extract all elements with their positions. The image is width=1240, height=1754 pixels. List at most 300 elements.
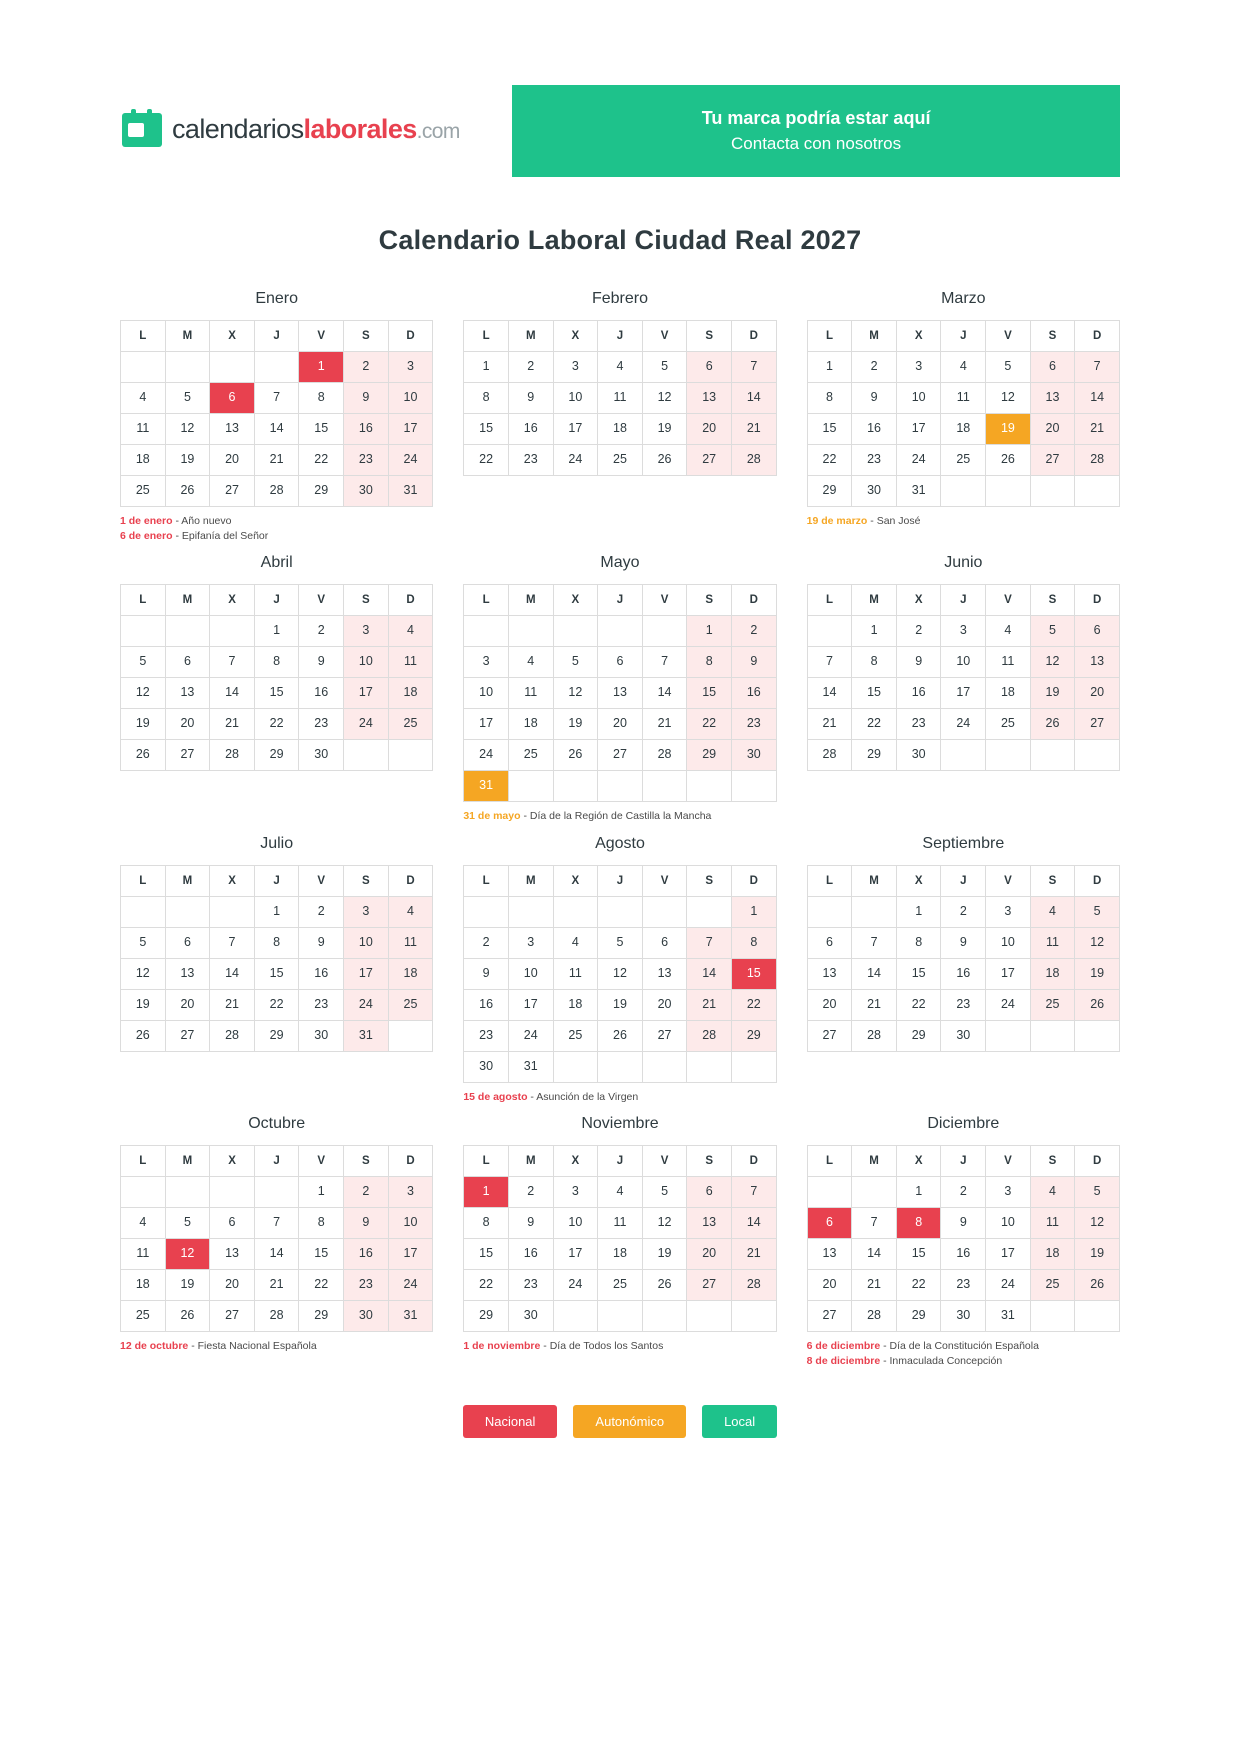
day-cell[interactable]: [210, 1207, 255, 1238]
day-cell[interactable]: [464, 678, 509, 709]
day-cell[interactable]: [986, 927, 1031, 958]
day-cell[interactable]: [553, 740, 598, 771]
day-cell[interactable]: [807, 414, 852, 445]
day-cell[interactable]: [121, 1269, 166, 1300]
day-cell[interactable]: [731, 678, 776, 709]
day-cell[interactable]: [731, 927, 776, 958]
day-cell[interactable]: [165, 740, 210, 771]
day-cell[interactable]: [687, 958, 732, 989]
day-cell[interactable]: [731, 709, 776, 740]
day-cell[interactable]: [508, 1269, 553, 1300]
day-cell[interactable]: [731, 616, 776, 647]
day-cell[interactable]: [388, 896, 433, 927]
day-cell[interactable]: [896, 1300, 941, 1331]
day-cell[interactable]: [299, 1176, 344, 1207]
day-cell[interactable]: [986, 383, 1031, 414]
day-cell[interactable]: [299, 958, 344, 989]
day-cell[interactable]: [388, 1207, 433, 1238]
day-cell[interactable]: [807, 445, 852, 476]
day-cell[interactable]: [464, 383, 509, 414]
day-cell[interactable]: [986, 647, 1031, 678]
day-cell[interactable]: [896, 896, 941, 927]
day-cell[interactable]: [687, 740, 732, 771]
day-cell[interactable]: [508, 445, 553, 476]
day-cell[interactable]: [344, 1269, 389, 1300]
day-cell[interactable]: [464, 1238, 509, 1269]
day-cell[interactable]: [508, 678, 553, 709]
day-cell[interactable]: [121, 1300, 166, 1331]
day-cell[interactable]: [1075, 927, 1120, 958]
day-cell[interactable]: [165, 647, 210, 678]
holiday-cell[interactable]: [165, 1238, 210, 1269]
day-cell[interactable]: [642, 647, 687, 678]
day-cell[interactable]: [508, 647, 553, 678]
day-cell[interactable]: [121, 958, 166, 989]
day-cell[interactable]: [941, 1300, 986, 1331]
day-cell[interactable]: [941, 989, 986, 1020]
day-cell[interactable]: [687, 383, 732, 414]
day-cell[interactable]: [121, 927, 166, 958]
day-cell[interactable]: [687, 352, 732, 383]
day-cell[interactable]: [986, 958, 1031, 989]
day-cell[interactable]: [464, 1207, 509, 1238]
day-cell[interactable]: [1030, 445, 1075, 476]
day-cell[interactable]: [731, 1269, 776, 1300]
day-cell[interactable]: [508, 1051, 553, 1082]
day-cell[interactable]: [553, 647, 598, 678]
day-cell[interactable]: [388, 1238, 433, 1269]
day-cell[interactable]: [896, 1238, 941, 1269]
day-cell[interactable]: [344, 927, 389, 958]
holiday-cell[interactable]: [464, 771, 509, 802]
day-cell[interactable]: [254, 1269, 299, 1300]
day-cell[interactable]: [299, 383, 344, 414]
day-cell[interactable]: [210, 1238, 255, 1269]
day-cell[interactable]: [1075, 1238, 1120, 1269]
day-cell[interactable]: [254, 896, 299, 927]
day-cell[interactable]: [598, 989, 643, 1020]
day-cell[interactable]: [299, 927, 344, 958]
day-cell[interactable]: [1075, 352, 1120, 383]
day-cell[interactable]: [121, 383, 166, 414]
day-cell[interactable]: [986, 1207, 1031, 1238]
day-cell[interactable]: [464, 958, 509, 989]
day-cell[interactable]: [986, 1176, 1031, 1207]
day-cell[interactable]: [1030, 1207, 1075, 1238]
day-cell[interactable]: [121, 989, 166, 1020]
day-cell[interactable]: [598, 647, 643, 678]
legend-item-local[interactable]: Local: [702, 1405, 777, 1438]
day-cell[interactable]: [986, 1300, 1031, 1331]
day-cell[interactable]: [807, 678, 852, 709]
day-cell[interactable]: [344, 1020, 389, 1051]
day-cell[interactable]: [731, 647, 776, 678]
day-cell[interactable]: [553, 1207, 598, 1238]
day-cell[interactable]: [852, 678, 897, 709]
day-cell[interactable]: [1030, 958, 1075, 989]
day-cell[interactable]: [254, 678, 299, 709]
day-cell[interactable]: [642, 709, 687, 740]
day-cell[interactable]: [986, 678, 1031, 709]
day-cell[interactable]: [344, 1207, 389, 1238]
day-cell[interactable]: [598, 1207, 643, 1238]
day-cell[interactable]: [986, 1238, 1031, 1269]
day-cell[interactable]: [687, 1020, 732, 1051]
day-cell[interactable]: [852, 927, 897, 958]
day-cell[interactable]: [299, 1269, 344, 1300]
day-cell[interactable]: [687, 1238, 732, 1269]
day-cell[interactable]: [807, 1020, 852, 1051]
day-cell[interactable]: [165, 958, 210, 989]
day-cell[interactable]: [165, 445, 210, 476]
day-cell[interactable]: [1075, 709, 1120, 740]
day-cell[interactable]: [553, 414, 598, 445]
day-cell[interactable]: [254, 616, 299, 647]
day-cell[interactable]: [299, 709, 344, 740]
day-cell[interactable]: [687, 1207, 732, 1238]
day-cell[interactable]: [299, 740, 344, 771]
day-cell[interactable]: [210, 414, 255, 445]
day-cell[interactable]: [165, 709, 210, 740]
day-cell[interactable]: [642, 383, 687, 414]
day-cell[interactable]: [941, 927, 986, 958]
day-cell[interactable]: [852, 647, 897, 678]
day-cell[interactable]: [852, 958, 897, 989]
day-cell[interactable]: [254, 740, 299, 771]
day-cell[interactable]: [941, 1176, 986, 1207]
day-cell[interactable]: [299, 1300, 344, 1331]
day-cell[interactable]: [807, 352, 852, 383]
day-cell[interactable]: [687, 445, 732, 476]
day-cell[interactable]: [896, 1176, 941, 1207]
day-cell[interactable]: [642, 740, 687, 771]
day-cell[interactable]: [731, 352, 776, 383]
day-cell[interactable]: [852, 445, 897, 476]
day-cell[interactable]: [731, 1207, 776, 1238]
day-cell[interactable]: [388, 616, 433, 647]
day-cell[interactable]: [344, 1176, 389, 1207]
holiday-cell[interactable]: [731, 958, 776, 989]
day-cell[interactable]: [852, 989, 897, 1020]
day-cell[interactable]: [1030, 678, 1075, 709]
day-cell[interactable]: [299, 414, 344, 445]
day-cell[interactable]: [1030, 927, 1075, 958]
day-cell[interactable]: [687, 647, 732, 678]
day-cell[interactable]: [121, 1238, 166, 1269]
day-cell[interactable]: [807, 1269, 852, 1300]
day-cell[interactable]: [344, 445, 389, 476]
day-cell[interactable]: [731, 989, 776, 1020]
day-cell[interactable]: [598, 352, 643, 383]
day-cell[interactable]: [1030, 352, 1075, 383]
day-cell[interactable]: [344, 958, 389, 989]
day-cell[interactable]: [807, 927, 852, 958]
day-cell[interactable]: [210, 476, 255, 507]
day-cell[interactable]: [1075, 414, 1120, 445]
day-cell[interactable]: [1030, 1176, 1075, 1207]
day-cell[interactable]: [121, 476, 166, 507]
day-cell[interactable]: [553, 709, 598, 740]
day-cell[interactable]: [165, 1020, 210, 1051]
day-cell[interactable]: [941, 958, 986, 989]
day-cell[interactable]: [464, 927, 509, 958]
day-cell[interactable]: [731, 383, 776, 414]
day-cell[interactable]: [941, 616, 986, 647]
day-cell[interactable]: [344, 476, 389, 507]
day-cell[interactable]: [807, 709, 852, 740]
day-cell[interactable]: [807, 647, 852, 678]
day-cell[interactable]: [1075, 1176, 1120, 1207]
day-cell[interactable]: [508, 927, 553, 958]
day-cell[interactable]: [344, 616, 389, 647]
day-cell[interactable]: [1030, 414, 1075, 445]
day-cell[interactable]: [464, 1051, 509, 1082]
day-cell[interactable]: [1075, 445, 1120, 476]
day-cell[interactable]: [508, 740, 553, 771]
day-cell[interactable]: [941, 445, 986, 476]
day-cell[interactable]: [852, 352, 897, 383]
day-cell[interactable]: [687, 989, 732, 1020]
day-cell[interactable]: [986, 989, 1031, 1020]
holiday-cell[interactable]: [896, 1207, 941, 1238]
day-cell[interactable]: [299, 989, 344, 1020]
day-cell[interactable]: [508, 1176, 553, 1207]
ad-banner[interactable]: [512, 85, 1120, 177]
legend-item-autonomico[interactable]: Autonómico: [573, 1405, 686, 1438]
day-cell[interactable]: [344, 709, 389, 740]
day-cell[interactable]: [896, 678, 941, 709]
day-cell[interactable]: [986, 616, 1031, 647]
day-cell[interactable]: [941, 1238, 986, 1269]
day-cell[interactable]: [598, 1020, 643, 1051]
day-cell[interactable]: [941, 709, 986, 740]
day-cell[interactable]: [165, 678, 210, 709]
day-cell[interactable]: [388, 476, 433, 507]
day-cell[interactable]: [299, 616, 344, 647]
day-cell[interactable]: [464, 989, 509, 1020]
day-cell[interactable]: [210, 647, 255, 678]
day-cell[interactable]: [299, 476, 344, 507]
day-cell[interactable]: [598, 958, 643, 989]
day-cell[interactable]: [1075, 896, 1120, 927]
day-cell[interactable]: [941, 1020, 986, 1051]
day-cell[interactable]: [1075, 958, 1120, 989]
site-logo[interactable]: [120, 85, 512, 151]
day-cell[interactable]: [508, 383, 553, 414]
day-cell[interactable]: [553, 1269, 598, 1300]
day-cell[interactable]: [807, 383, 852, 414]
day-cell[interactable]: [344, 989, 389, 1020]
day-cell[interactable]: [508, 1238, 553, 1269]
day-cell[interactable]: [642, 989, 687, 1020]
day-cell[interactable]: [121, 740, 166, 771]
day-cell[interactable]: [687, 709, 732, 740]
day-cell[interactable]: [210, 445, 255, 476]
day-cell[interactable]: [344, 1238, 389, 1269]
day-cell[interactable]: [344, 352, 389, 383]
day-cell[interactable]: [344, 896, 389, 927]
day-cell[interactable]: [553, 383, 598, 414]
day-cell[interactable]: [254, 927, 299, 958]
day-cell[interactable]: [598, 445, 643, 476]
day-cell[interactable]: [254, 989, 299, 1020]
day-cell[interactable]: [1030, 647, 1075, 678]
day-cell[interactable]: [896, 989, 941, 1020]
day-cell[interactable]: [254, 1238, 299, 1269]
day-cell[interactable]: [941, 1207, 986, 1238]
day-cell[interactable]: [344, 647, 389, 678]
day-cell[interactable]: [852, 476, 897, 507]
day-cell[interactable]: [344, 383, 389, 414]
day-cell[interactable]: [254, 445, 299, 476]
day-cell[interactable]: [121, 678, 166, 709]
day-cell[interactable]: [598, 740, 643, 771]
day-cell[interactable]: [896, 414, 941, 445]
day-cell[interactable]: [896, 709, 941, 740]
holiday-cell[interactable]: [464, 1176, 509, 1207]
day-cell[interactable]: [388, 709, 433, 740]
day-cell[interactable]: [388, 647, 433, 678]
day-cell[interactable]: [731, 1020, 776, 1051]
day-cell[interactable]: [1030, 1238, 1075, 1269]
day-cell[interactable]: [464, 445, 509, 476]
day-cell[interactable]: [254, 1300, 299, 1331]
day-cell[interactable]: [508, 709, 553, 740]
day-cell[interactable]: [852, 709, 897, 740]
day-cell[interactable]: [344, 414, 389, 445]
day-cell[interactable]: [388, 1269, 433, 1300]
day-cell[interactable]: [388, 958, 433, 989]
day-cell[interactable]: [210, 740, 255, 771]
day-cell[interactable]: [464, 740, 509, 771]
day-cell[interactable]: [687, 414, 732, 445]
day-cell[interactable]: [553, 445, 598, 476]
day-cell[interactable]: [941, 1269, 986, 1300]
day-cell[interactable]: [896, 445, 941, 476]
day-cell[interactable]: [941, 352, 986, 383]
day-cell[interactable]: [598, 927, 643, 958]
day-cell[interactable]: [1030, 896, 1075, 927]
day-cell[interactable]: [165, 927, 210, 958]
day-cell[interactable]: [642, 958, 687, 989]
day-cell[interactable]: [464, 709, 509, 740]
day-cell[interactable]: [464, 352, 509, 383]
day-cell[interactable]: [731, 414, 776, 445]
day-cell[interactable]: [210, 989, 255, 1020]
day-cell[interactable]: [896, 740, 941, 771]
day-cell[interactable]: [553, 352, 598, 383]
day-cell[interactable]: [388, 1300, 433, 1331]
day-cell[interactable]: [254, 476, 299, 507]
day-cell[interactable]: [852, 740, 897, 771]
day-cell[interactable]: [464, 647, 509, 678]
day-cell[interactable]: [1075, 383, 1120, 414]
day-cell[interactable]: [731, 740, 776, 771]
day-cell[interactable]: [165, 1300, 210, 1331]
day-cell[interactable]: [299, 1020, 344, 1051]
day-cell[interactable]: [896, 1020, 941, 1051]
day-cell[interactable]: [254, 414, 299, 445]
day-cell[interactable]: [852, 1020, 897, 1051]
day-cell[interactable]: [642, 414, 687, 445]
day-cell[interactable]: [508, 989, 553, 1020]
day-cell[interactable]: [210, 958, 255, 989]
day-cell[interactable]: [254, 647, 299, 678]
day-cell[interactable]: [388, 989, 433, 1020]
day-cell[interactable]: [388, 383, 433, 414]
day-cell[interactable]: [508, 1300, 553, 1331]
day-cell[interactable]: [941, 678, 986, 709]
day-cell[interactable]: [464, 1300, 509, 1331]
day-cell[interactable]: [165, 383, 210, 414]
day-cell[interactable]: [165, 1269, 210, 1300]
day-cell[interactable]: [254, 1020, 299, 1051]
day-cell[interactable]: [254, 383, 299, 414]
day-cell[interactable]: [642, 927, 687, 958]
day-cell[interactable]: [896, 927, 941, 958]
day-cell[interactable]: [941, 414, 986, 445]
day-cell[interactable]: [121, 647, 166, 678]
day-cell[interactable]: [1075, 989, 1120, 1020]
day-cell[interactable]: [1075, 647, 1120, 678]
day-cell[interactable]: [852, 414, 897, 445]
day-cell[interactable]: [553, 678, 598, 709]
day-cell[interactable]: [642, 1176, 687, 1207]
day-cell[interactable]: [165, 476, 210, 507]
day-cell[interactable]: [508, 958, 553, 989]
day-cell[interactable]: [121, 414, 166, 445]
day-cell[interactable]: [852, 616, 897, 647]
day-cell[interactable]: [1030, 616, 1075, 647]
day-cell[interactable]: [388, 352, 433, 383]
day-cell[interactable]: [731, 1238, 776, 1269]
day-cell[interactable]: [508, 352, 553, 383]
day-cell[interactable]: [687, 1269, 732, 1300]
day-cell[interactable]: [807, 476, 852, 507]
day-cell[interactable]: [642, 445, 687, 476]
day-cell[interactable]: [941, 383, 986, 414]
day-cell[interactable]: [553, 958, 598, 989]
day-cell[interactable]: [642, 1020, 687, 1051]
day-cell[interactable]: [986, 709, 1031, 740]
day-cell[interactable]: [642, 1238, 687, 1269]
day-cell[interactable]: [1030, 709, 1075, 740]
day-cell[interactable]: [896, 352, 941, 383]
day-cell[interactable]: [299, 1207, 344, 1238]
day-cell[interactable]: [165, 989, 210, 1020]
day-cell[interactable]: [687, 927, 732, 958]
day-cell[interactable]: [553, 927, 598, 958]
day-cell[interactable]: [1075, 616, 1120, 647]
day-cell[interactable]: [299, 647, 344, 678]
day-cell[interactable]: [642, 352, 687, 383]
day-cell[interactable]: [210, 709, 255, 740]
day-cell[interactable]: [388, 414, 433, 445]
day-cell[interactable]: [210, 927, 255, 958]
day-cell[interactable]: [344, 678, 389, 709]
day-cell[interactable]: [1075, 1207, 1120, 1238]
holiday-cell[interactable]: [210, 383, 255, 414]
day-cell[interactable]: [896, 647, 941, 678]
day-cell[interactable]: [464, 1020, 509, 1051]
day-cell[interactable]: [508, 1020, 553, 1051]
day-cell[interactable]: [731, 1176, 776, 1207]
day-cell[interactable]: [388, 927, 433, 958]
day-cell[interactable]: [852, 1269, 897, 1300]
day-cell[interactable]: [807, 1300, 852, 1331]
holiday-cell[interactable]: [986, 414, 1031, 445]
day-cell[interactable]: [1030, 383, 1075, 414]
